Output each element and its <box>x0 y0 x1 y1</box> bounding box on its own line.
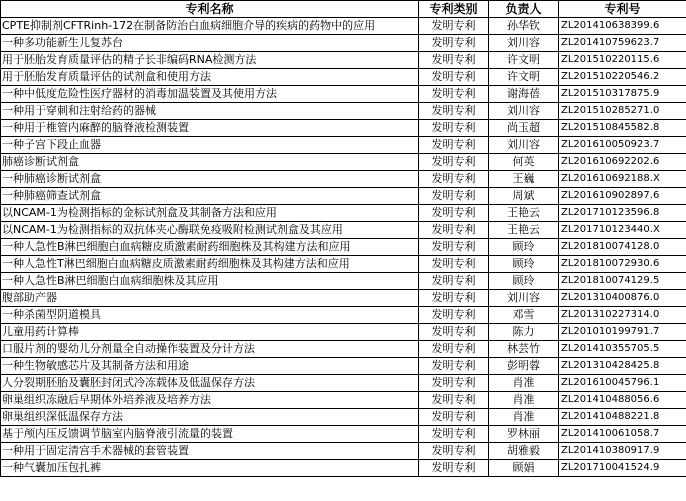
patent-number-cell: ZL201410488056.6 <box>559 392 686 409</box>
patent-name-cell: 儿童用药计算棒 <box>1 324 419 341</box>
patent-name-cell: 以NCAM-1为检测指标的金标试剂盒及其制备方法和应用 <box>1 205 419 222</box>
table-row <box>1 443 686 460</box>
header-row <box>1 1 686 18</box>
patent-number-cell: ZL201510285271.0 <box>559 103 686 120</box>
patent-name-cell: 人分裂期胚胎及囊胚封闭式冷冻载体及低温保存方法 <box>1 375 419 392</box>
patent-type-cell: 发明专利 <box>419 103 489 120</box>
patent-type-cell: 发明专利 <box>419 375 489 392</box>
patent-name-cell: 用于胚胎发育质量评估的精子长非编码RNA检测方法 <box>1 52 419 69</box>
owner-cell: 刘川容 <box>489 290 559 307</box>
patent-name-cell: 一种多功能新生儿复苏台 <box>1 35 419 52</box>
patent-type-cell: 发明专利 <box>419 239 489 256</box>
patent-name-cell: 一种人急性B淋巴细胞白血病糖皮质激素耐药细胞株及其构建方法和应用 <box>1 239 419 256</box>
patent-name-cell: 以NCAM-1为检测指标的双抗体夹心酶联免疫吸附检测试剂盒及其应用 <box>1 222 419 239</box>
patent-number-cell: ZL201410355705.5 <box>559 341 686 358</box>
patent-number-cell: ZL201410380917.9 <box>559 443 686 460</box>
owner-cell: 林芸竹 <box>489 341 559 358</box>
patent-number-cell: ZL201410759623.7 <box>559 35 686 52</box>
patent-name-cell: 一种人急性T淋巴细胞白血病糖皮质激素耐药细胞株及其构建方法和应用 <box>1 256 419 273</box>
owner-cell: 肖准 <box>489 409 559 426</box>
patent-type-cell: 发明专利 <box>419 222 489 239</box>
patent-type-cell: 发明专利 <box>419 256 489 273</box>
patent-number-cell: ZL201810074129.5 <box>559 273 686 290</box>
owner-cell: 刘川容 <box>489 137 559 154</box>
patent-type-cell: 发明专利 <box>419 324 489 341</box>
patent-type-cell: 发明专利 <box>419 443 489 460</box>
patent-type-cell: 发明专利 <box>419 290 489 307</box>
table-row <box>1 256 686 273</box>
patent-number-cell: ZL201610692188.X <box>559 171 686 188</box>
table-row <box>1 137 686 154</box>
patent-number-cell: ZL201710041524.9 <box>559 460 686 477</box>
patent-type-cell: 发明专利 <box>419 409 489 426</box>
patent-name-cell: 肺癌诊断试剂盒 <box>1 154 419 171</box>
patent-number-cell: ZL201610050923.7 <box>559 137 686 154</box>
patent-number-cell: ZL201810074128.0 <box>559 239 686 256</box>
table-row <box>1 120 686 137</box>
patent-type-cell: 发明专利 <box>419 358 489 375</box>
patent-type-cell: 发明专利 <box>419 426 489 443</box>
patent-type-cell: 发明专利 <box>419 273 489 290</box>
patent-type-cell: 发明专利 <box>419 120 489 137</box>
owner-cell: 谢海蓓 <box>489 86 559 103</box>
owner-cell: 刘川容 <box>489 103 559 120</box>
owner-cell: 刘川容 <box>489 35 559 52</box>
owner-cell: 彭明蓉 <box>489 358 559 375</box>
patent-name-cell: 卵巢组织冻融后早期体外培养液及培养方法 <box>1 392 419 409</box>
table-row <box>1 86 686 103</box>
owner-cell: 顾玲 <box>489 256 559 273</box>
patent-type-cell: 发明专利 <box>419 154 489 171</box>
owner-cell: 胡雅毅 <box>489 443 559 460</box>
patent-rows <box>1 18 686 477</box>
patent-number-cell: ZL201510220546.2 <box>559 69 686 86</box>
header-patent-number: 专利号 <box>559 1 686 18</box>
table-row <box>1 290 686 307</box>
header-owner: 负责人 <box>489 1 559 18</box>
patent-name-cell: 一种子宫下段止血器 <box>1 137 419 154</box>
patent-type-cell: 发明专利 <box>419 392 489 409</box>
table-row <box>1 35 686 52</box>
patent-name-cell: 一种肺癌筛查试剂盒 <box>1 188 419 205</box>
table-row <box>1 341 686 358</box>
patent-number-cell: ZL201510220115.6 <box>559 52 686 69</box>
patent-name-cell: 一种生物敏感芯片及其制备方法和用途 <box>1 358 419 375</box>
patent-type-cell: 发明专利 <box>419 137 489 154</box>
table-row <box>1 239 686 256</box>
patent-number-cell: ZL201810072930.6 <box>559 256 686 273</box>
owner-cell: 罗林丽 <box>489 426 559 443</box>
patent-number-cell: ZL201410638399.6 <box>559 18 686 35</box>
patent-name-cell: 一种中低度危险性医疗器材的消毒加温装置及其使用方法 <box>1 86 419 103</box>
patent-type-cell: 发明专利 <box>419 18 489 35</box>
table-row <box>1 222 686 239</box>
patent-number-cell: ZL201310400876.0 <box>559 290 686 307</box>
patent-type-cell: 发明专利 <box>419 205 489 222</box>
table-row <box>1 273 686 290</box>
patent-number-cell: ZL201710123440.X <box>559 222 686 239</box>
table-row <box>1 460 686 477</box>
patent-type-cell: 发明专利 <box>419 307 489 324</box>
table-row <box>1 358 686 375</box>
table-row <box>1 171 686 188</box>
table-row <box>1 409 686 426</box>
owner-cell: 邓雪 <box>489 307 559 324</box>
owner-cell: 许文明 <box>489 69 559 86</box>
patent-name-cell: CPTE抑制剂CFTRinh-172在制备防治白血病细胞介导的疾病的药物中的应用 <box>1 18 419 35</box>
patent-number-cell: ZL201610045796.1 <box>559 375 686 392</box>
patent-number-cell: ZL201510845582.8 <box>559 120 686 137</box>
patent-number-cell: ZL201410061058.7 <box>559 426 686 443</box>
owner-cell: 王巍 <box>489 171 559 188</box>
owner-cell: 顾娟 <box>489 460 559 477</box>
owner-cell: 顾玲 <box>489 273 559 290</box>
owner-cell: 孙华钦 <box>489 18 559 35</box>
patent-name-cell: 腹部助产器 <box>1 290 419 307</box>
patent-name-cell: 基于颅内压反馈调节脑室内脑脊液引流量的装置 <box>1 426 419 443</box>
owner-cell: 许文明 <box>489 52 559 69</box>
patent-number-cell: ZL201010199791.7 <box>559 324 686 341</box>
patent-number-cell: ZL201310227314.0 <box>559 307 686 324</box>
patent-name-cell: 一种用于固定清宫手术器械的套管装置 <box>1 443 419 460</box>
owner-cell: 陈力 <box>489 324 559 341</box>
owner-cell: 顾玲 <box>489 239 559 256</box>
table-row <box>1 205 686 222</box>
patent-type-cell: 发明专利 <box>419 52 489 69</box>
owner-cell: 尚玉超 <box>489 120 559 137</box>
patent-name-cell: 一种人急性B淋巴细胞白血病细胞株及其应用 <box>1 273 419 290</box>
patent-name-cell: 一种用于穿刺和注射给药的器械 <box>1 103 419 120</box>
owner-cell: 周斌 <box>489 188 559 205</box>
owner-cell: 肖准 <box>489 375 559 392</box>
patent-number-cell: ZL201610902897.6 <box>559 188 686 205</box>
patent-type-cell: 发明专利 <box>419 69 489 86</box>
patent-name-cell: 口服片剂的婴幼儿分剂量全自动操作装置及分计方法 <box>1 341 419 358</box>
table-row <box>1 324 686 341</box>
table-row <box>1 52 686 69</box>
table-row <box>1 307 686 324</box>
patent-type-cell: 发明专利 <box>419 35 489 52</box>
table-row <box>1 103 686 120</box>
patent-type-cell: 发明专利 <box>419 171 489 188</box>
patent-number-cell: ZL201510317875.9 <box>559 86 686 103</box>
header-patent-name: 专利名称 <box>1 1 419 18</box>
patent-number-cell: ZL201310428425.8 <box>559 358 686 375</box>
patent-name-cell: 用于胚胎发育质量评估的试剂盒和使用方法 <box>1 69 419 86</box>
patent-name-cell: 一种杀菌型阴道模具 <box>1 307 419 324</box>
owner-cell: 何英 <box>489 154 559 171</box>
table-row <box>1 426 686 443</box>
owner-cell: 肖准 <box>489 392 559 409</box>
patent-type-cell: 发明专利 <box>419 341 489 358</box>
patent-name-cell: 一种用于椎管内麻醉的脑脊液检测装置 <box>1 120 419 137</box>
patent-number-cell: ZL201710123596.8 <box>559 205 686 222</box>
patent-name-cell: 卵巢组织深低温保存方法 <box>1 409 419 426</box>
table-row <box>1 392 686 409</box>
patent-type-cell: 发明专利 <box>419 188 489 205</box>
table-row <box>1 188 686 205</box>
patent-number-cell: ZL201610692202.6 <box>559 154 686 171</box>
table-row <box>1 69 686 86</box>
patent-type-cell: 发明专利 <box>419 86 489 103</box>
table-row <box>1 18 686 35</box>
owner-cell: 王艳云 <box>489 222 559 239</box>
patent-type-cell: 发明专利 <box>419 460 489 477</box>
patent-number-cell: ZL201410488221.8 <box>559 409 686 426</box>
table-row <box>1 375 686 392</box>
header-patent-type: 专利类别 <box>419 1 489 18</box>
owner-cell: 王艳云 <box>489 205 559 222</box>
patent-name-cell: 一种气囊加压包扎裤 <box>1 460 419 477</box>
table-row <box>1 154 686 171</box>
patent-name-cell: 一种肺癌诊断试剂盒 <box>1 171 419 188</box>
